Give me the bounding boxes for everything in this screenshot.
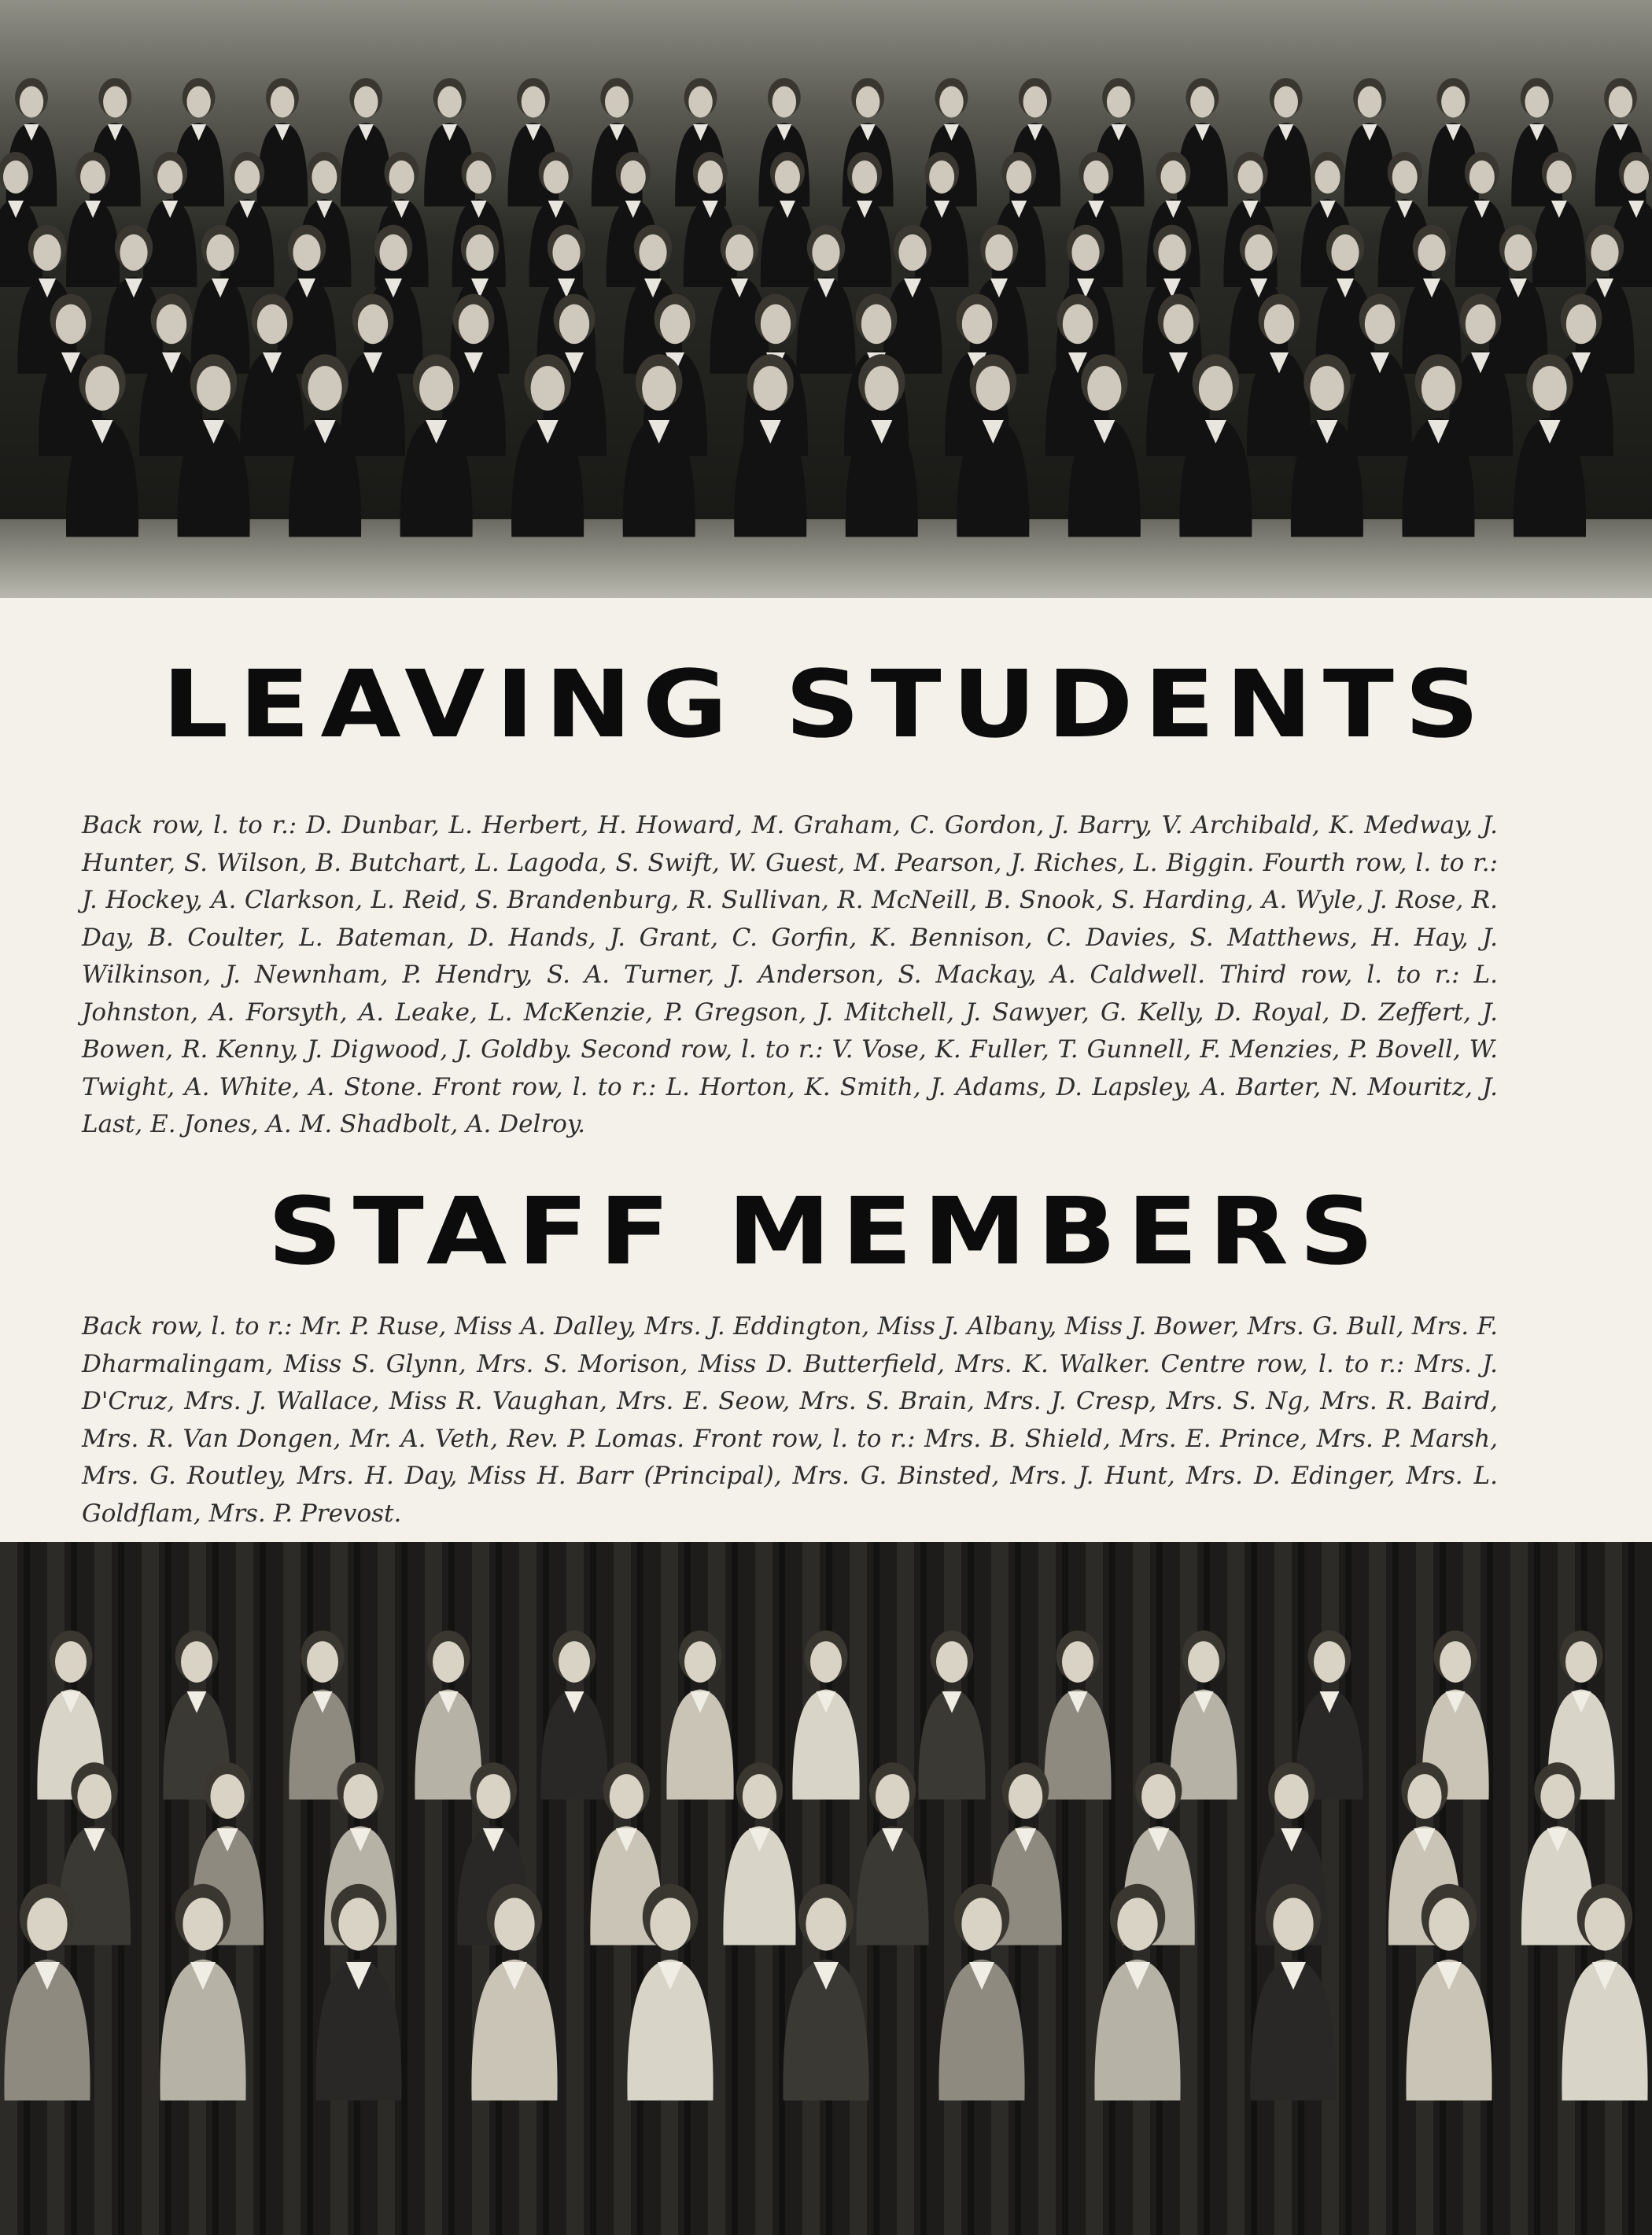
leaving-students-heading: LEAVING STUDENTS	[162, 650, 1490, 758]
staff-members-heading: STAFF MEMBERS	[267, 1177, 1385, 1285]
staff-members-caption: Back row, l. to r.: Mr. P. Ruse, Miss A. Dalley, Mrs. J. Eddington, Miss J. Albany, Miss J. Bower, Mrs. G. Bull, Mrs. F. Dharmalingam, Miss S. Glynn, Mrs. S. Morison, Miss D. Butterfield, Mrs. K. Walker. Centre row, l. to r.: Mrs. J. D'Cruz, Mrs. J. Wallace, Miss R. Vaughan, Mrs. E. Seow, Mrs. S. Brain, Mrs. J. Cresp, Mrs. S. Ng, Mrs. R. Baird, Mrs. R. Van Dongen, Mr. A. Veth, Rev. P. Lomas. Front row, l. to r.: Mrs. B. Shield, Mrs. E. Prince, Mrs. P. Marsh, Mrs. G. Routley, Mrs. H. Day, Miss H. Barr (Principal), Mrs. G. Binsted, Mrs. J. Hunt, Mrs. D. Edinger, Mrs. L. Goldflam, Mrs. P. Prevost.	[82, 1312, 1498, 1528]
leaving-students-photo	[0, 0, 1652, 598]
staff-members-photo	[0, 1542, 1652, 2235]
leaving-students-caption: Back row, l. to r.: D. Dunbar, L. Herbert, H. Howard, M. Graham, C. Gordon, J. Barry, V. Archibald, K. Medway, J. Hunter, S. Wilson, B. Butchart, L. Lagoda, S. Swift, W. Guest, M. Pearson, J. Riches, L. Biggin. Fourth row, l. to r.: J. Hockey, A. Clarkson, L. Reid, S. Brandenburg, R. Sullivan, R. McNeill, B. Snook, S. Harding, A. Wyle, J. Rose, R. Day, B. Coulter, L. Bateman, D. Hands, J. Grant, C. Gorfin, K. Bennison, C. Davies, S. Matthews, H. Hay, J. Wilkinson, J. Newnham, P. Hendry, S. A. Turner, J. Anderson, S. Mackay, A. Caldwell. Third row, l. to r.: L. Johnston, A. Forsyth, A. Leake, L. McKenzie, P. Gregson, J. Mitchell, J. Sawyer, G. Kelly, D. Royal, D. Zeffert, J. Bowen, R. Kenny, J. Digwood, J. Goldby. Second row, l. to r.: V. Vose, K. Fuller, T. Gunnell, F. Menzies, P. Bovell, W. Twight, A. White, A. Stone. Front row, l. to r.: L. Horton, K. Smith, J. Adams, D. Lapsley, A. Barter, N. Mouritz, J. Last, E. Jones, A. M. Shadbolt, A. Delroy.	[82, 811, 1498, 1138]
